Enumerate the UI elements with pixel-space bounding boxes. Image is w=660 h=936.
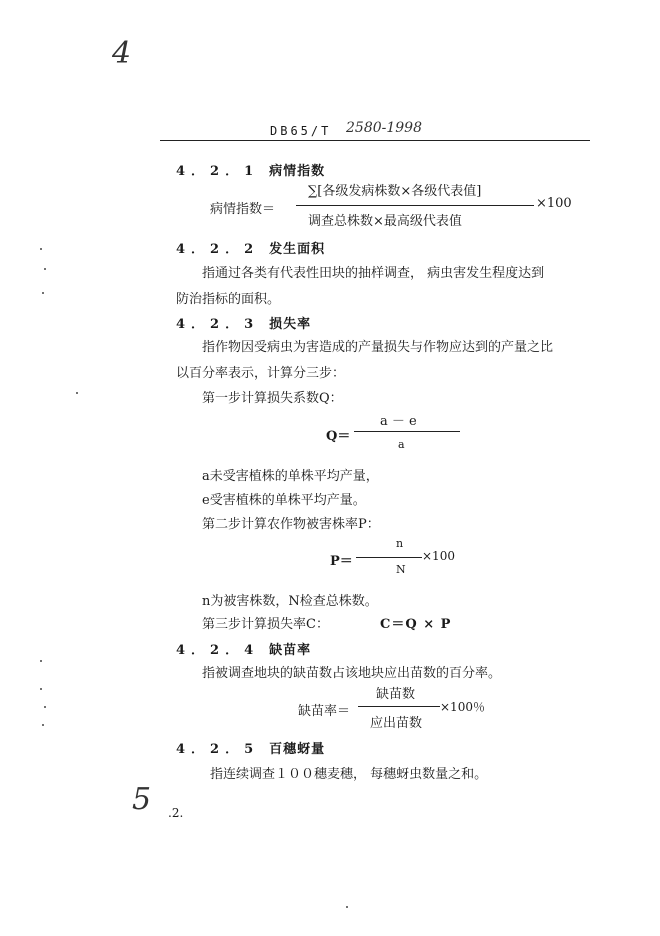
section-title: 百穗蚜量 [269, 742, 326, 757]
paragraph-line: 防治指标的面积。 [176, 292, 281, 307]
definition-e: e受害植株的单株平均产量。 [202, 493, 366, 508]
margin-note-top: 4 [112, 36, 132, 71]
header-rule [160, 140, 590, 141]
seedling-rate-multiplier: ×100％ [440, 700, 485, 714]
fraction-bar [296, 205, 534, 206]
definition-n: n为被害株数，N检查总株数。 [202, 594, 378, 609]
scan-speck [44, 268, 46, 270]
disease-index-denominator: 调查总株数×最高级代表值 [308, 214, 462, 229]
margin-note-bottom: 5 [132, 782, 152, 817]
section-number: 4．2．1 [176, 164, 260, 179]
section-title: 病情指数 [269, 164, 326, 179]
c-formula: C＝Q × P [380, 617, 452, 632]
scan-speck [40, 660, 42, 662]
scan-speck [44, 706, 46, 708]
step-two: 第二步计算农作物被害株率P： [202, 517, 380, 532]
standard-number-handwritten: 2580-1998 [346, 120, 422, 136]
scan-speck [42, 724, 44, 726]
fraction-bar [356, 557, 422, 558]
scan-speck [40, 688, 42, 690]
p-formula-multiplier: ×100 [422, 549, 455, 563]
disease-index-numerator: ∑[各级发病株数×各级代表值] [308, 184, 482, 199]
section-title: 缺苗率 [269, 643, 312, 658]
scan-speck [76, 392, 78, 394]
fraction-bar [358, 706, 440, 707]
q-formula-numerator: a － e [380, 414, 417, 429]
section-4-2-4-heading [176, 639, 311, 658]
section-number: 4．2．2 [176, 242, 260, 257]
p-formula-denominator: N [396, 563, 406, 576]
standard-code: DB65/T [270, 124, 332, 138]
scan-speck [346, 906, 348, 908]
section-4-2-1-heading [176, 160, 325, 179]
q-formula-label: Q＝ [326, 429, 351, 444]
section-number: 4．2．4 [176, 643, 260, 658]
section-title: 损失率 [269, 317, 312, 332]
section-title: 发生面积 [269, 242, 326, 257]
definition-a: a未受害植株的单株平均产量， [202, 469, 379, 484]
scan-speck [40, 248, 42, 250]
section-4-2-3-heading [176, 313, 311, 332]
scan-speck [42, 292, 44, 294]
seedling-rate-numerator: 缺苗数 [376, 687, 416, 702]
fraction-bar [354, 431, 460, 432]
step-one: 第一步计算损失系数Q： [202, 391, 343, 406]
seedling-rate-label: 缺苗率＝ [298, 704, 351, 719]
p-formula-label: P＝ [330, 554, 353, 569]
p-formula-numerator: n [396, 537, 404, 550]
paragraph-line: 指连续调查１００穗麦穗， 每穗蚜虫数量之和。 [210, 767, 488, 782]
section-number: 4．2．3 [176, 317, 260, 332]
paragraph-line: 以百分率表示，计算分三步： [176, 366, 346, 381]
page-number: .2. [168, 806, 184, 820]
step-three: 第三步计算损失率C： [202, 617, 329, 632]
seedling-rate-denominator: 应出苗数 [370, 716, 423, 731]
section-number: 4．2．5 [176, 742, 260, 757]
section-4-2-2-heading [176, 238, 325, 257]
paragraph-line: 指通过各类有代表性田块的抽样调查， 病虫害发生程度达到 [202, 266, 545, 281]
paragraph-line: 指被调查地块的缺苗数占该地块应出苗数的百分率。 [202, 666, 502, 681]
disease-index-label: 病情指数＝ [210, 202, 276, 217]
disease-index-multiplier: ×100 [536, 196, 572, 211]
paragraph-line: 指作物因受病虫为害造成的产量损失与作物应达到的产量之比 [202, 340, 554, 355]
section-4-2-5-heading [176, 738, 325, 757]
q-formula-denominator: a [398, 438, 405, 451]
